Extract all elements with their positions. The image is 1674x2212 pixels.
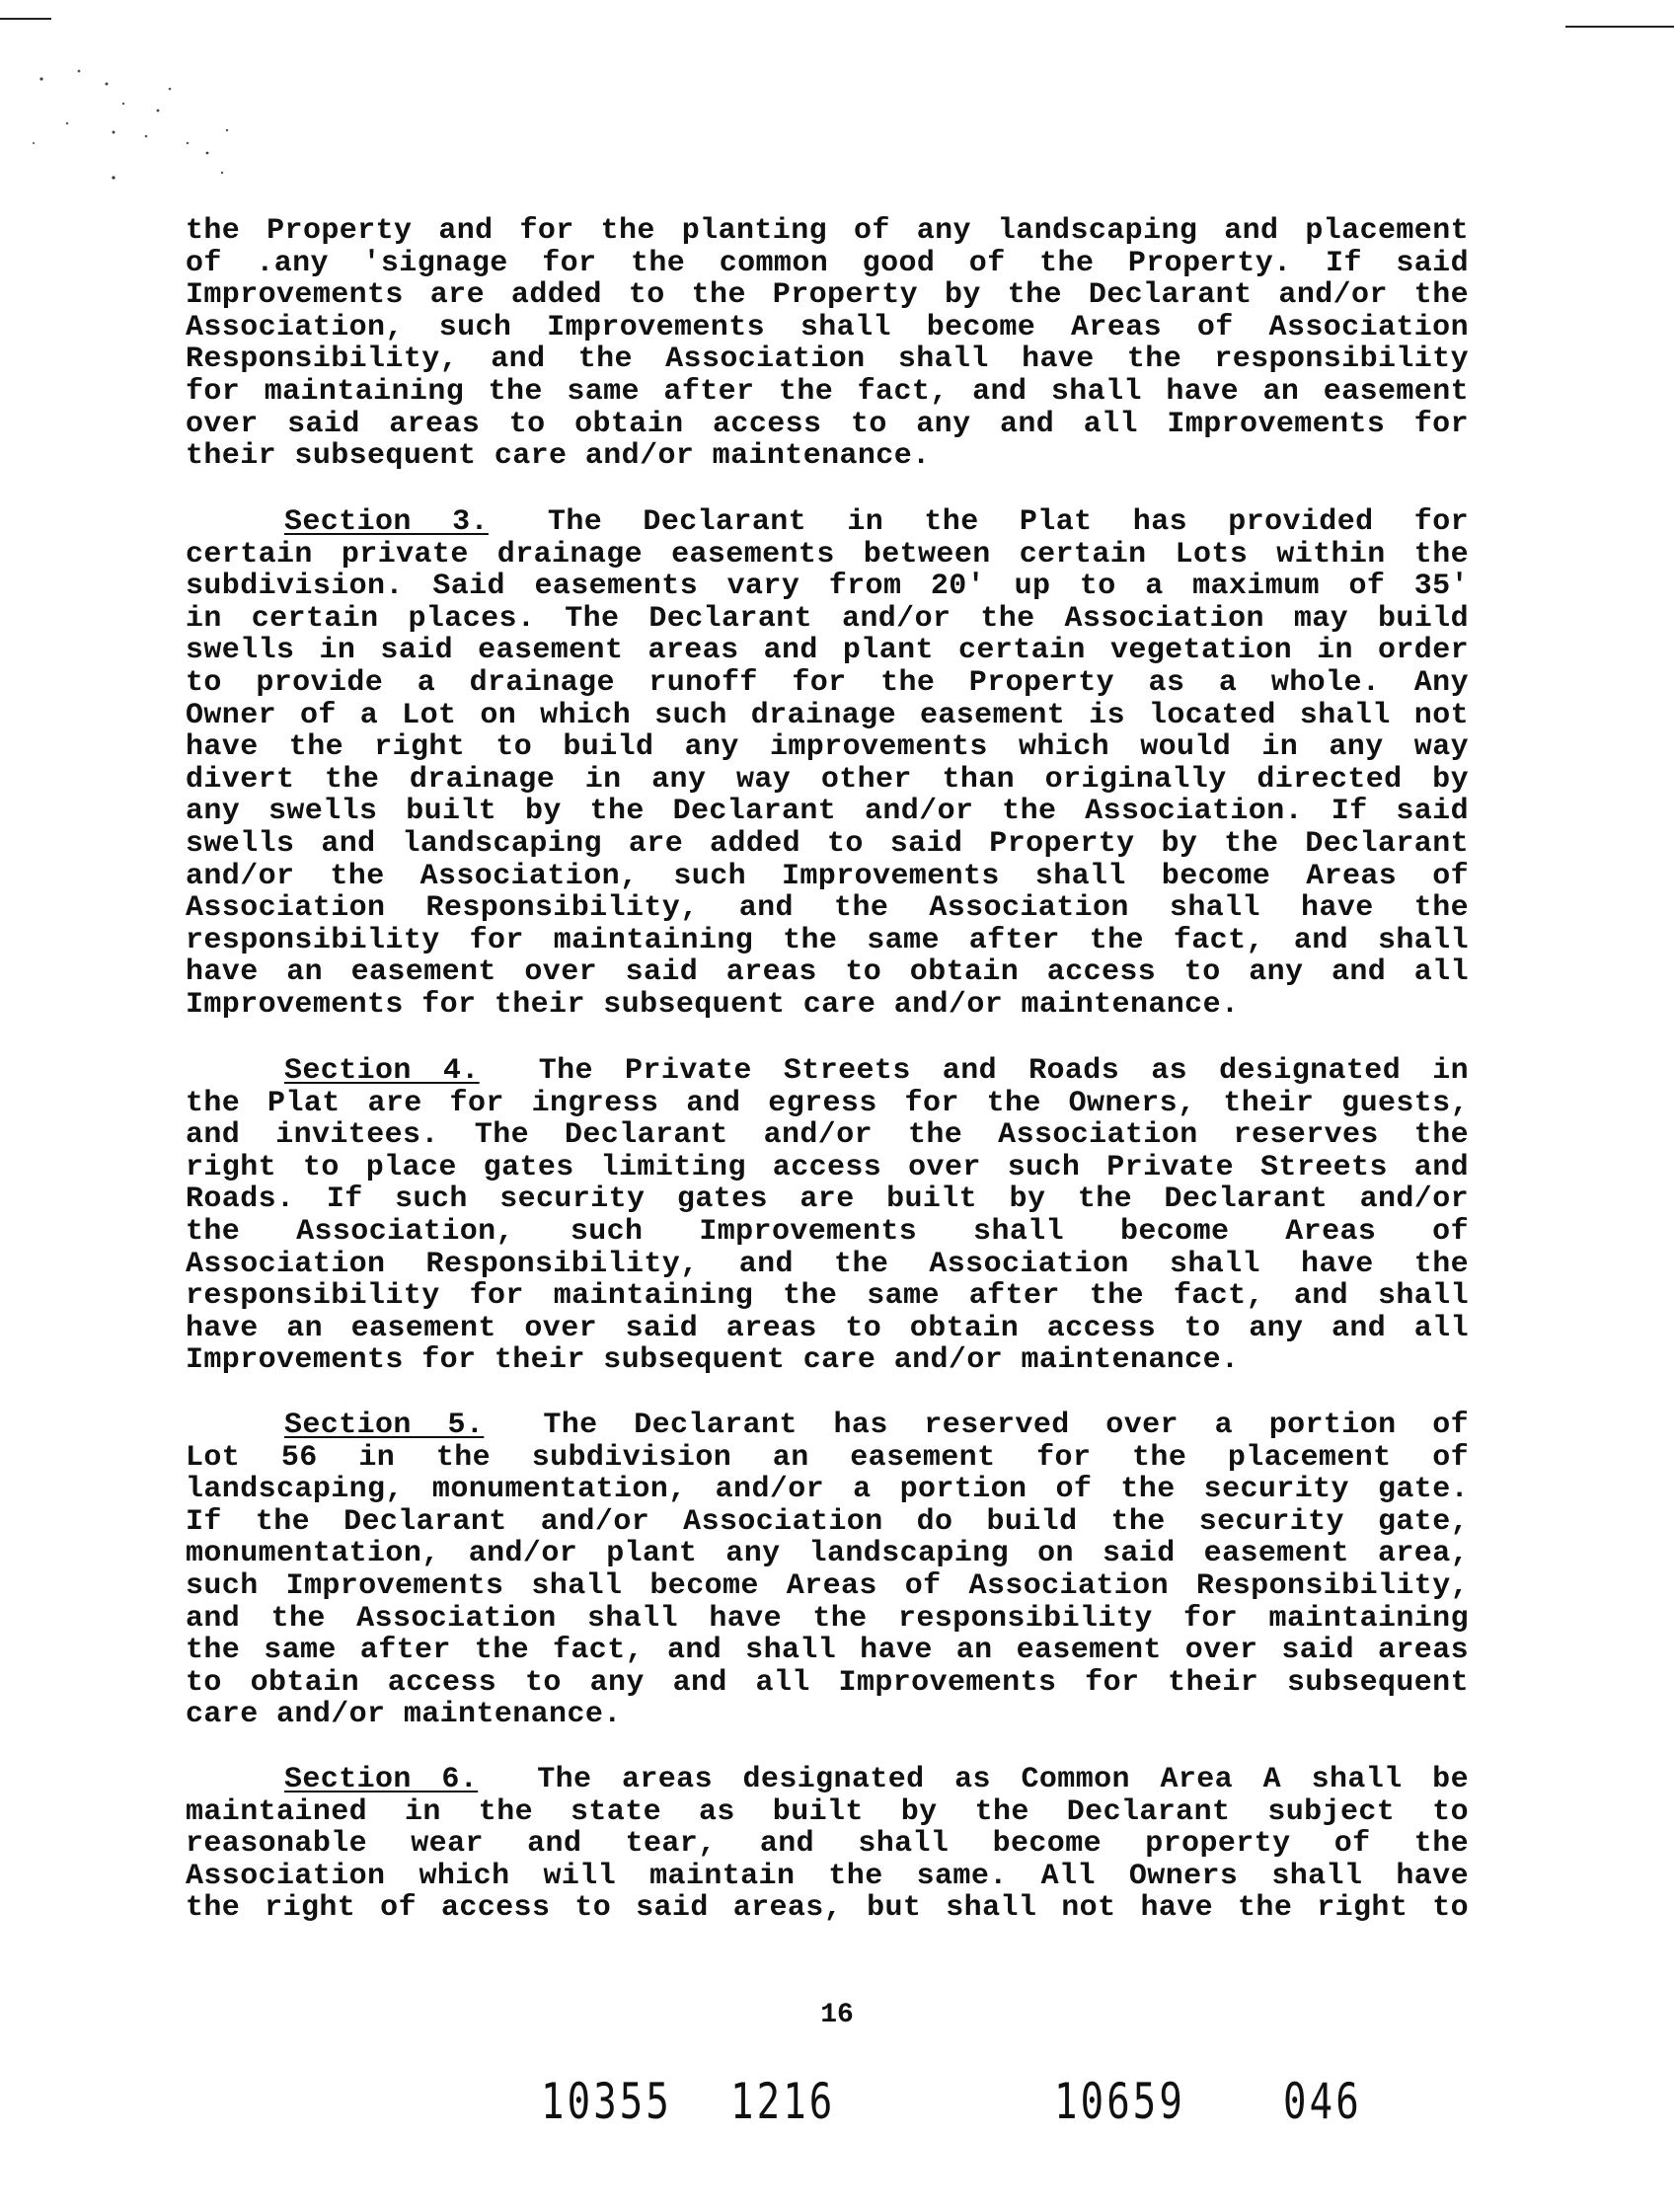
- text-line: responsibility for maintaining the same after the fact, and shall: [186, 1279, 1469, 1314]
- text-line: Association Responsibility, and the Association shall have the: [186, 1247, 1469, 1281]
- text-line: care and/or maintenance.: [186, 1698, 622, 1732]
- section-5-first-text: The Declarant has reserved over a portion of: [543, 1409, 1469, 1442]
- text-line: right to place gates limiting access over such Private Streets and: [186, 1150, 1469, 1184]
- scan-speckle-marks: [20, 49, 237, 197]
- section-4-first-text: The Private Streets and Roads as designated in: [538, 1054, 1469, 1088]
- text-line: their subsequent care and/or maintenance.: [186, 439, 931, 474]
- text-line: have the right to build any improvements which would in any way: [186, 730, 1469, 765]
- recording-number-2: 1216: [730, 2073, 836, 2130]
- section-3-first-text: The Declarant in the Plat has provided for: [547, 505, 1469, 539]
- text-line: maintained in the state as built by the Declarant subject to: [186, 1794, 1469, 1829]
- section-first-line: [186, 506, 1469, 539]
- text-line: the Property and for the planting of any landscaping and placement: [186, 214, 1469, 248]
- text-line: Association, such Improvements shall become Areas of Association: [186, 310, 1469, 344]
- text-line: to obtain access to any and all Improvements for their subsequent: [186, 1665, 1469, 1700]
- section-6-first-text: The areas designated as Common Area A shall be: [537, 1763, 1469, 1796]
- recording-number-4: 046: [1283, 2073, 1362, 2130]
- page-number: 16: [820, 2000, 854, 2030]
- section-3-heading: Section 3.: [284, 505, 489, 539]
- section-6-heading: Section 6.: [284, 1763, 479, 1796]
- text-line: have an easement over said areas to obtain access to any and all: [186, 1311, 1469, 1345]
- text-line: swells in said easement areas and plant certain vegetation in order: [186, 634, 1469, 668]
- text-line: If the Declarant and/or Association do build the security gate,: [186, 1504, 1469, 1539]
- text-line: Association which will maintain the same. All Owners shall have: [186, 1859, 1469, 1893]
- text-line: swells and landscaping are added to said Property by the Declarant: [186, 826, 1469, 861]
- text-line: any swells built by the Declarant and/or the Association. If said: [186, 795, 1469, 829]
- text-line: the same after the fact, and shall have an easement over said areas: [186, 1634, 1469, 1668]
- section-6-paragraph: [186, 1764, 1469, 1925]
- text-line: of .any 'signage for the common good of the Property. If said: [186, 246, 1469, 280]
- text-line: Lot 56 in the subdivision an easement for the placement of: [186, 1440, 1469, 1475]
- section-5-heading: Section 5.: [284, 1409, 485, 1442]
- text-line: Improvements for their subsequent care and/or maintenance.: [186, 1343, 1240, 1378]
- text-line: and the Association shall have the responsibility for maintaining: [186, 1601, 1469, 1636]
- text-line: reasonable wear and tear, and shall become property of the: [186, 1827, 1469, 1862]
- text-line: the Plat are for ingress and egress for the Owners, their guests,: [186, 1086, 1469, 1120]
- intro-paragraph: [186, 215, 1469, 473]
- text-line: and/or the Association, such Improvements shall become Areas of: [186, 859, 1469, 893]
- text-line: the Association, such Improvements shall become Areas of: [186, 1214, 1469, 1249]
- text-line: divert the drainage in any way other than originally directed by: [186, 762, 1469, 797]
- section-4-heading: Section 4.: [284, 1054, 480, 1088]
- text-line: landscaping, monumentation, and/or a portion of the security gate.: [186, 1473, 1469, 1507]
- text-line: subdivision. Said easements vary from 20' up to a maximum of 35': [186, 570, 1469, 604]
- text-line: have an easement over said areas to obtain access to any and all: [186, 955, 1469, 990]
- section-first-line: [186, 1410, 1469, 1442]
- section-3-paragraph: [186, 506, 1469, 1022]
- section-5-paragraph: [186, 1410, 1469, 1731]
- text-line: and invitees. The Declarant and/or the Association reserves the: [186, 1118, 1469, 1153]
- text-line: monumentation, and/or plant any landscaping on said easement area,: [186, 1537, 1469, 1571]
- recording-number-1: 10355: [541, 2073, 673, 2130]
- text-line: such Improvements shall become Areas of Association Responsibility,: [186, 1568, 1469, 1603]
- section-first-line: [186, 1055, 1469, 1088]
- text-line: Association Responsibility, and the Association shall have the: [186, 891, 1469, 926]
- scan-edge-line-left: [0, 18, 51, 20]
- text-line: in certain places. The Declarant and/or the Association may build: [186, 601, 1469, 636]
- text-line: Responsibility, and the Association shall have the responsibility: [186, 343, 1469, 377]
- scan-edge-line-right: [1565, 26, 1674, 28]
- text-line: over said areas to obtain access to any and all Improvements for: [186, 407, 1469, 441]
- text-line: Improvements for their subsequent care and/or maintenance.: [186, 987, 1240, 1022]
- text-line: for maintaining the same after the fact, and shall have an easement: [186, 374, 1469, 409]
- recording-number-3: 10659: [1054, 2073, 1186, 2130]
- section-first-line: [186, 1764, 1469, 1796]
- section-4-paragraph: [186, 1055, 1469, 1377]
- text-line: the right of access to said areas, but shall not have the right to: [186, 1891, 1469, 1926]
- text-line: Roads. If such security gates are built by the Declarant and/or: [186, 1182, 1469, 1217]
- text-line: responsibility for maintaining the same after the fact, and shall: [186, 923, 1469, 957]
- text-line: Improvements are added to the Property by the Declarant and/or the: [186, 278, 1469, 313]
- text-line: Owner of a Lot on which such drainage easement is located shall not: [186, 698, 1469, 732]
- text-line: certain private drainage easements between certain Lots within the: [186, 537, 1469, 572]
- text-line: to provide a drainage runoff for the Property as a whole. Any: [186, 665, 1469, 700]
